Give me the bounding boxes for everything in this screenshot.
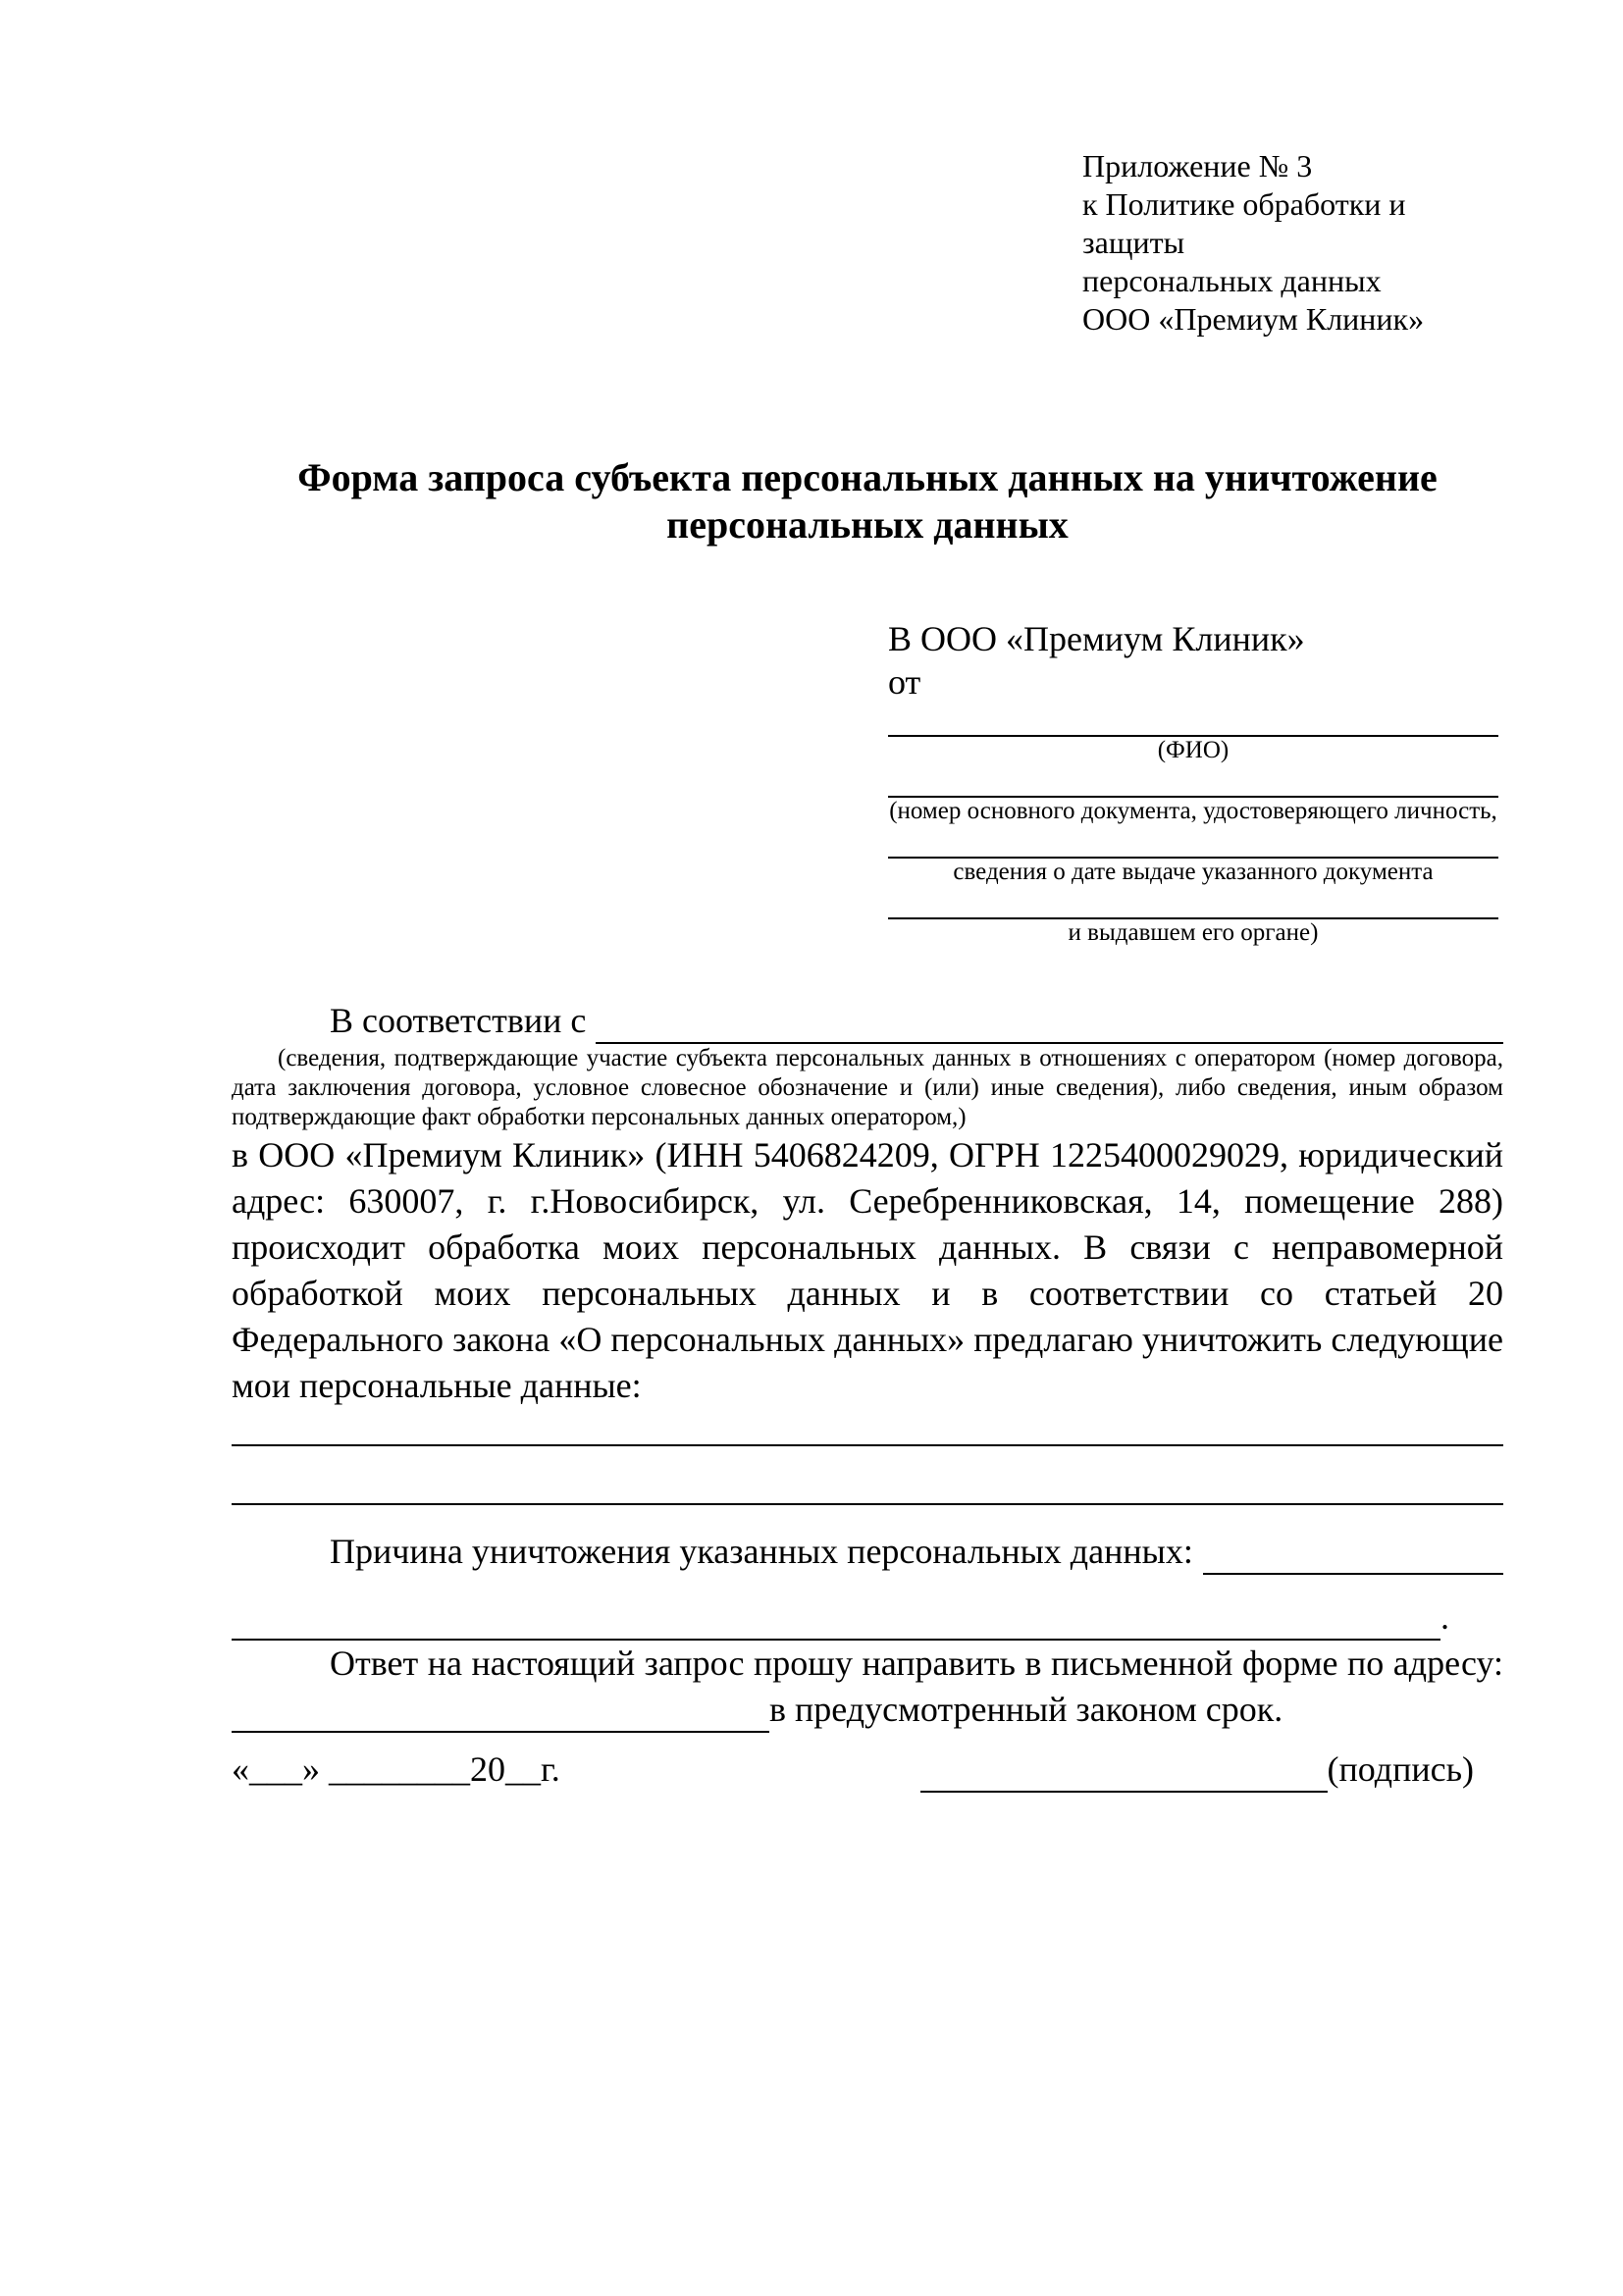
period: . <box>1440 1597 1449 1637</box>
addressee-block <box>888 617 1498 947</box>
signature-block <box>920 1747 1474 1793</box>
accordance-underline <box>596 998 1503 1044</box>
reason-label: Причина уничтожения указанных персональных данных: <box>330 1532 1193 1571</box>
field-underline <box>888 825 1498 859</box>
form-field-issuing-authority <box>888 886 1498 947</box>
reason-underline-continued <box>232 1594 1440 1641</box>
appendix-line: ООО «Премиум Клиник» <box>1082 301 1425 337</box>
signature-underline <box>920 1747 1328 1793</box>
blank-underline-3 <box>232 1594 1503 1641</box>
response-paragraph: Ответ на настоящий запрос прошу направить в письменной форме по адресу: <box>330 1644 1503 1683</box>
addressee-org: В ООО «Премиум Клиник» <box>888 619 1305 658</box>
reason-line <box>232 1529 1503 1575</box>
response-tail-line <box>232 1687 1503 1733</box>
main-paragraph: в ООО «Премиум Клиник» (ИНН 5406824209, ОГРН 1225400029029, юридический адрес: 630007, г. г.Новосибирск, ул. Серебренниковская, 14, помещение 288) происходит обработка моих персональных данных. В связи с неправомерной обработкой моих персональных данных и в соответствии со статьей 20 Федерального закона «О персональных данных» предлагаю уничтожить следующие мои персональные данные: <box>232 1135 1503 1405</box>
field-underline <box>888 886 1498 919</box>
date-signature-row <box>232 1747 1503 1793</box>
appendix-line: Приложение № 3 <box>1082 148 1313 183</box>
response-tail: в предусмотренный законом срок. <box>769 1690 1283 1729</box>
addressee-from: от <box>888 662 921 702</box>
reason-underline <box>1203 1529 1503 1575</box>
blank-underline-2 <box>232 1503 1503 1505</box>
accordance-label: В соответствии с <box>330 1001 587 1040</box>
form-field-issue-date <box>888 825 1498 886</box>
form-field-document-number <box>888 764 1498 825</box>
field-caption: (ФИО) <box>1157 737 1230 763</box>
field-caption: (номер основного документа, удостоверяющего личность, <box>889 798 1497 824</box>
field-caption: сведения о дате выдаче указанного документа <box>953 859 1434 885</box>
date-line: «___» ________20__г. <box>232 1749 560 1789</box>
accordance-line <box>232 998 1503 1044</box>
signature-caption: (подпись) <box>1327 1749 1474 1789</box>
appendix-line: к Политике обработки и защиты <box>1082 186 1406 260</box>
form-field-fio <box>888 704 1498 764</box>
form-title: Форма запроса субъекта персональных данных на уничтожение персональных данных <box>297 455 1438 547</box>
address-underline <box>232 1687 769 1733</box>
appendix-line: персональных данных <box>1082 263 1382 298</box>
field-underline <box>888 764 1498 798</box>
field-underline <box>888 704 1498 737</box>
field-caption: и выдавшем его органе) <box>1068 919 1319 946</box>
appendix-header <box>1082 147 1503 339</box>
fineprint-note: (сведения, подтверждающие участие субъекта персональных данных в отношениях с оператором (номер договора, дата заключения договора, условное словесное обозначение и (или) иные сведения), либо сведения, иным образом подтверждающие факт обработки персональных данных оператором,) <box>232 1045 1503 1130</box>
blank-underline-1 <box>232 1444 1503 1446</box>
